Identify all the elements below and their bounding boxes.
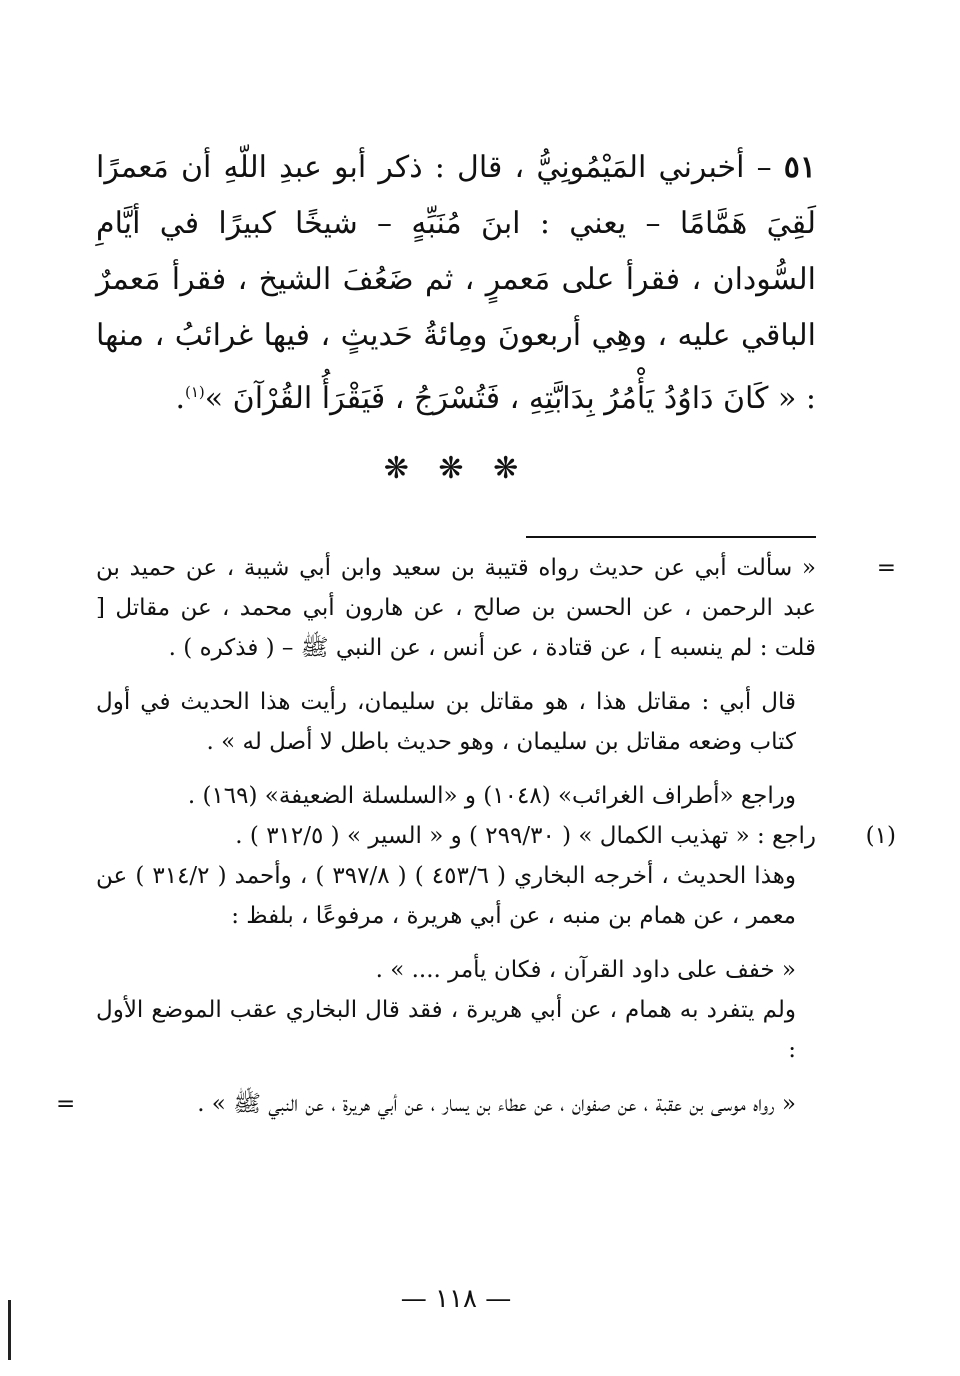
footnote-1-line-2: وهذا الحديث ، أخرجه البخاري ( ٤٥٣/٦ ) ( ٣٩٧/٨ ) ، وأحمد ( ٣١٤/٢ ) عن معمر ، عن همام بن منبه ، عن أبي هريرة ، مرفوعًا ، بلفظ : <box>96 863 797 929</box>
scan-edge-mark <box>8 1300 11 1360</box>
continuation-paragraph-2: قال أبي : مقاتل هذا ، هو مقاتل بن سليمان، رأيت هذا الحديث في أول كتاب وضعه مقاتل بن سليمان ، وهو حديث باطل لا أصل له » . <box>96 689 796 755</box>
continuation-paragraph-1: « سألت أبي عن حديث رواه قتيبة بن سعيد وابن أبي شيبة ، عن حميد بن عبد الرحمن ، عن الحسن بن صالح ، عن هارون أبي محمد ، عن مقاتل [ قلت : لم ينسبه ] ، عن قتادة ، عن أنس ، عن النبي ﷺ – ( فذكره ) . <box>96 555 817 661</box>
footnote-1-line-1: راجع : « تهذيب الكمال » ( ٢٩٩/٣٠ ) و « السير » ( ٣١٢/٥ ) . <box>235 823 816 849</box>
page-number: — ١١٨ — <box>400 1284 512 1314</box>
hadith-51 <box>96 140 816 427</box>
continuation-marker: = <box>876 555 896 581</box>
book-page <box>56 120 896 1320</box>
continuation-paragraph-3: وراجع «أطراف الغرائب» (١٠٤٨) و «السلسلة الضعيفة» (١٦٩) . <box>187 783 796 809</box>
footnote-1-continuation-marker: = <box>56 1091 76 1117</box>
footnote-1-quote-2: « رواه موسى بن عقبة ، عن صفوان ، عن عطاء بن يسار ، عن أبي هريرة ، عن النبي ﷺ » . <box>197 1091 796 1117</box>
footnote-1-line-4: ولم يتفرد به همام ، عن أبي هريرة ، فقد قال البخاري عقب الموضع الأول : <box>96 997 796 1063</box>
footnotes <box>56 548 896 1124</box>
hadith-text: – أخبرني المَيْمُونِيُّ ، قال : ذكر أبو عبدِ اللّهِ أن مَعمرًا لَقِيَ هَمَّامًا – يعني : ابنَ مُنَبِّهٍ – شيخًا كبيرًا في أيَّامِ السُّودان ، فقرأ على مَعمرٍ ، ثم ضَعُفَ الشيخ ، فقرأ مَعمرٌ الباقي عليه ، وهِي أربعونَ ومِائةُ حَديثٍ ، فيها غرائبُ ، منها : « كَانَ دَاوُدُ يَأْمُرُ بِدَابَّتِهِ ، فَتُسْرَجُ ، فَيَقْرَأُ القُرْآنَ » <box>96 150 816 416</box>
section-ornament: ❋ ❋ ❋ <box>383 451 529 486</box>
hadith-number: ٥١ <box>783 150 816 185</box>
footnote-continuation <box>96 548 896 816</box>
footnote-1-quote-1: « خفف على داود القرآن ، فكان يأمر .... » . <box>375 957 796 983</box>
footnote-reference: (١) <box>185 383 205 401</box>
hadith-end: . <box>175 381 185 416</box>
footnote-1 <box>56 816 896 1124</box>
footnote-1-marker: (١) <box>865 823 896 849</box>
footnote-separator <box>526 536 816 538</box>
